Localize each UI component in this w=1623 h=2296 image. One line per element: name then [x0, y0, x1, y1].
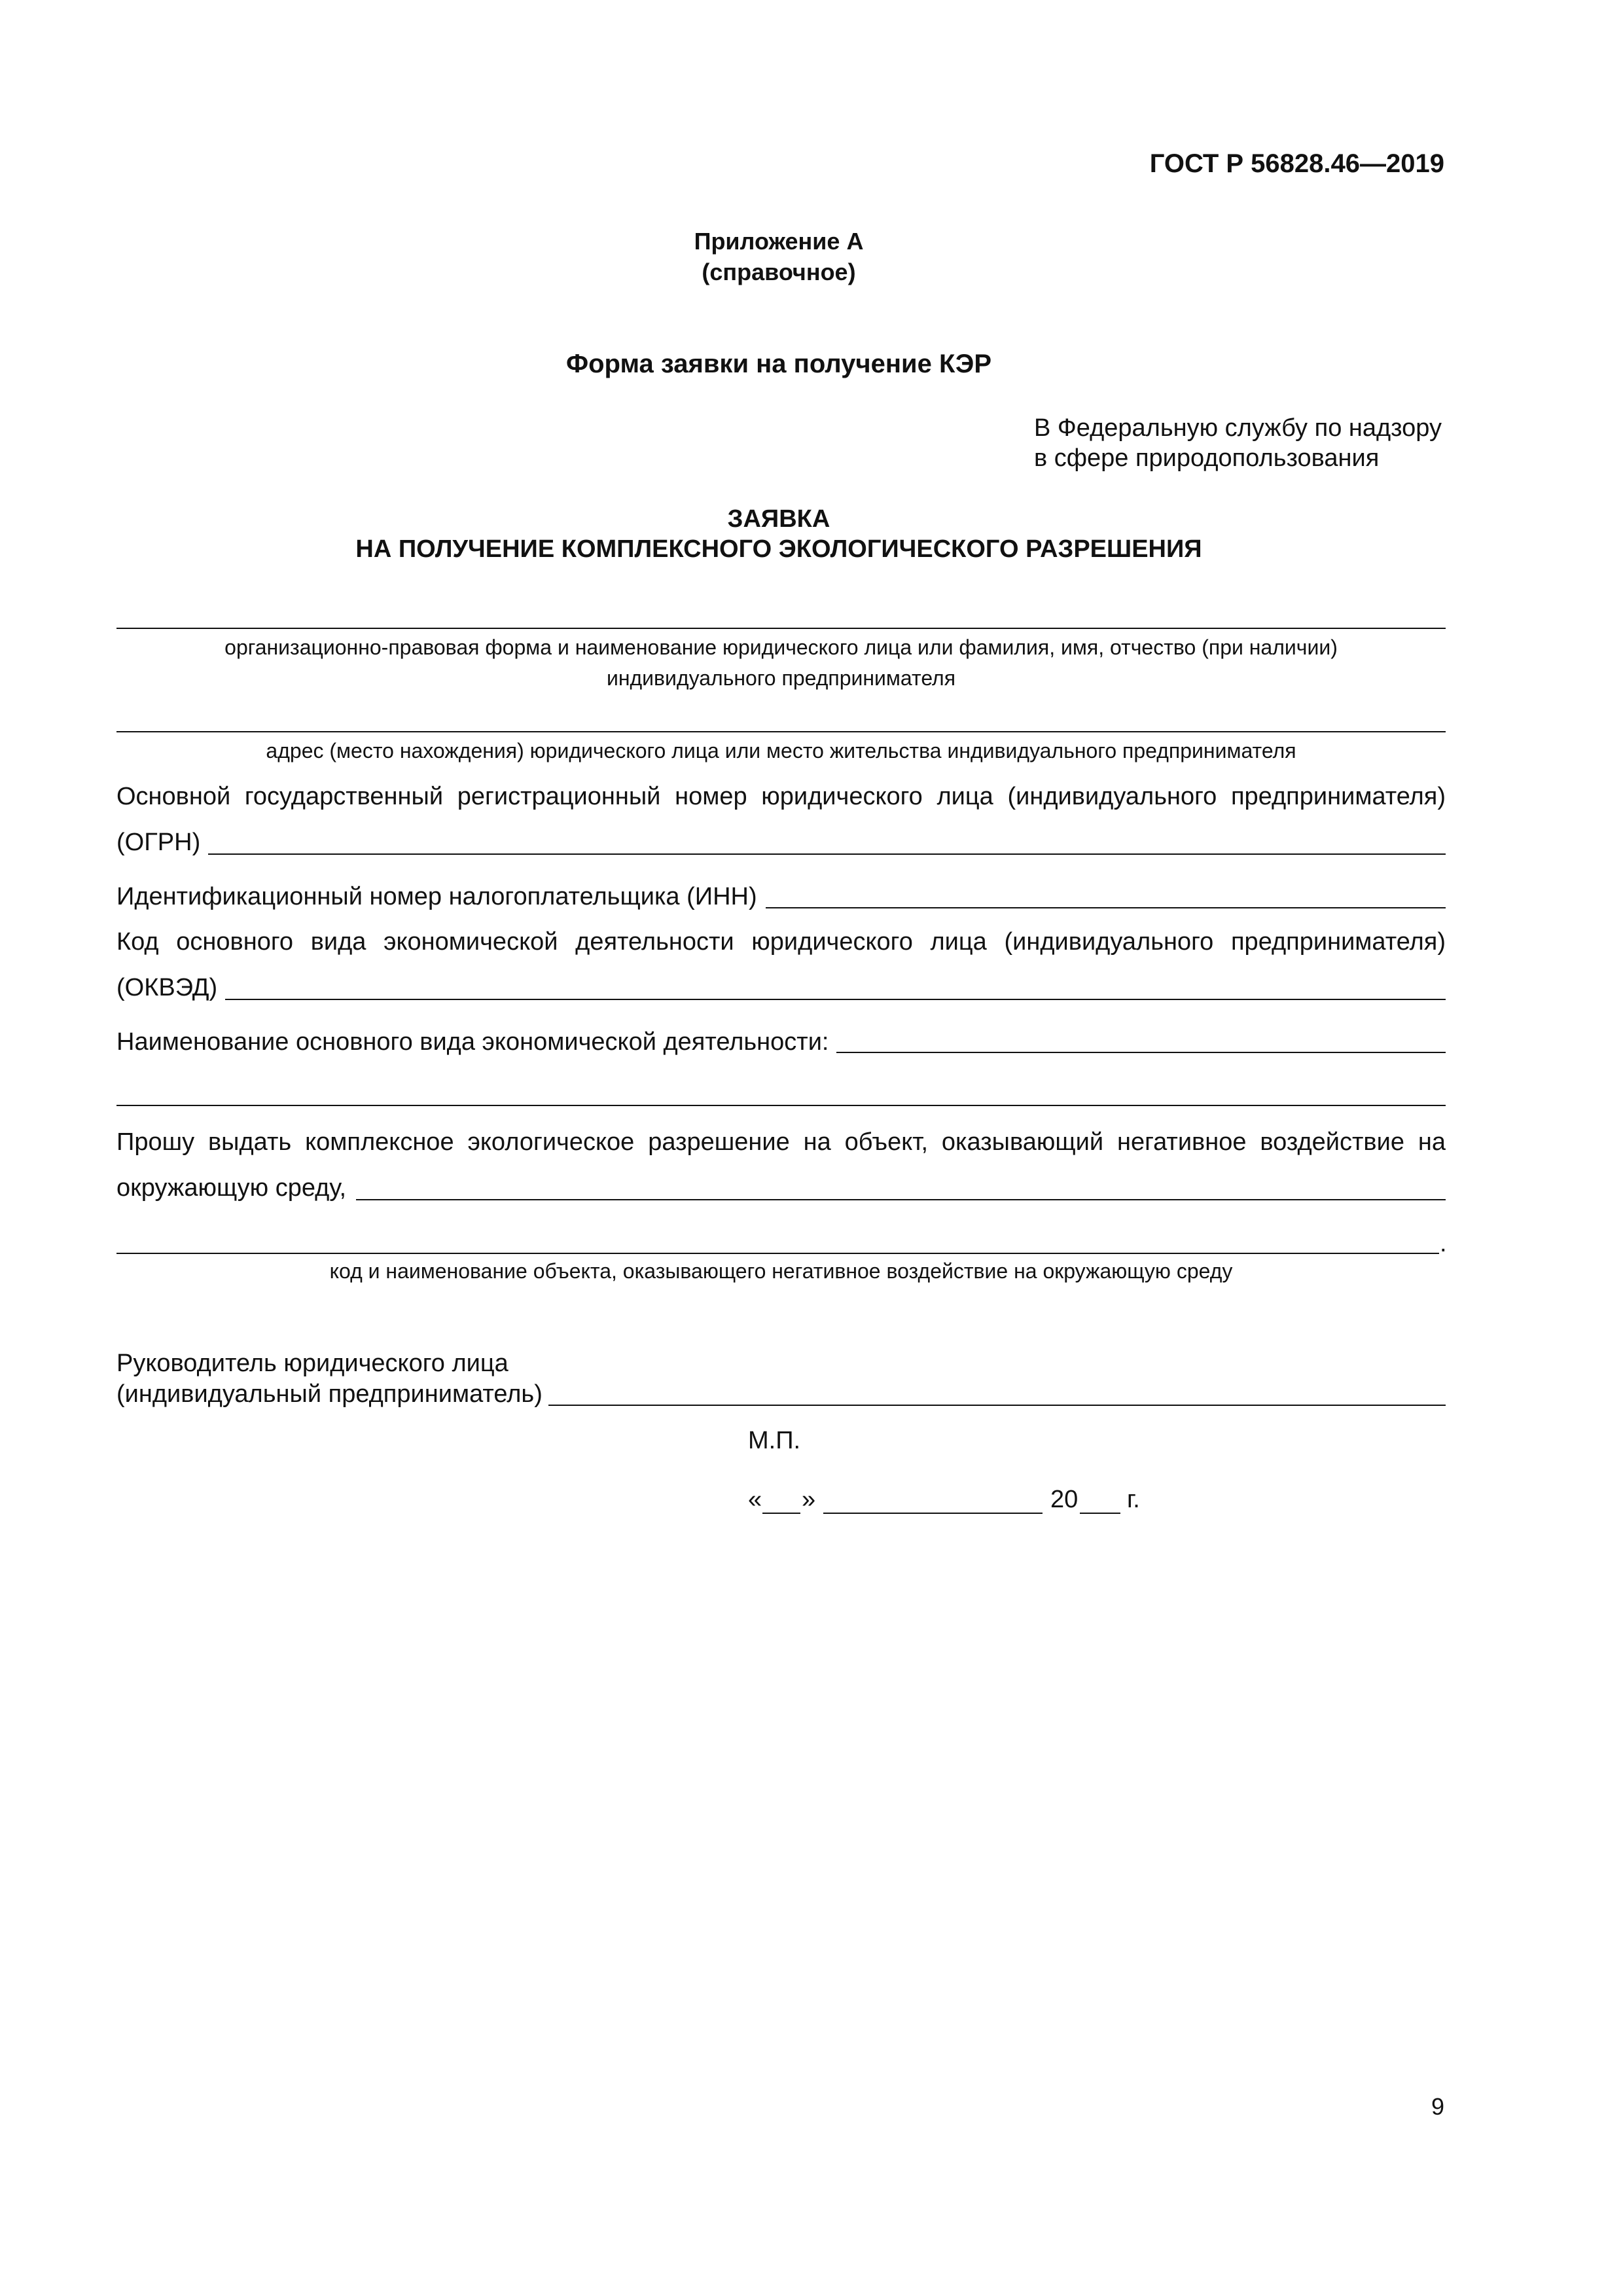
- address-field-line[interactable]: [116, 731, 1446, 732]
- object-line-end: .: [1440, 1230, 1447, 1257]
- date-open-quote: «: [748, 1486, 762, 1513]
- object-input-line[interactable]: [356, 1199, 1446, 1200]
- org-name-field-line[interactable]: [116, 628, 1446, 629]
- date-day-line[interactable]: [762, 1513, 800, 1514]
- appendix-title: Приложение А: [694, 228, 864, 255]
- standard-code: ГОСТ Р 56828.46—2019: [1149, 149, 1444, 178]
- addressee-line-2: в сфере природопользования: [1034, 444, 1380, 472]
- request-continuation: окружающую среду,: [116, 1174, 347, 1202]
- activity-input-line-2[interactable]: [116, 1105, 1446, 1106]
- date-year-suffix: г.: [1127, 1486, 1140, 1513]
- inn-input-line[interactable]: [766, 907, 1446, 908]
- org-name-caption-line-2: индивидуального предпринимателя: [606, 666, 956, 690]
- date-close-quote: »: [802, 1486, 816, 1513]
- application-subtitle: НА ПОЛУЧЕНИЕ КОМПЛЕКСНОГО ЭКОЛОГИЧЕСКОГО РАЗРЕШЕНИЯ: [355, 535, 1202, 563]
- object-caption: код и наименование объекта, оказывающего негативное воздействие на окружающую среду: [329, 1259, 1233, 1283]
- head-label-line-2: (индивидуальный предприниматель): [116, 1380, 543, 1408]
- addressee-line-1: В Федеральную службу по надзору: [1034, 414, 1442, 442]
- inn-label: Идентификационный номер налогоплательщика (ИНН): [116, 883, 757, 910]
- okved-description: Код основного вида экономической деятельности юридического лица (индивидуального предпринимателя): [116, 928, 1446, 956]
- form-title: Форма заявки на получение КЭР: [565, 350, 992, 378]
- org-name-caption-line-1: организационно-правовая форма и наименование юридического лица или фамилия, имя, отчество (при наличии): [224, 636, 1338, 659]
- okved-label: (ОКВЭД): [116, 974, 218, 1001]
- date-year-prefix: 20: [1050, 1486, 1079, 1513]
- ogrn-input-line[interactable]: [208, 853, 1446, 855]
- head-label-line-1: Руководитель юридического лица: [116, 1350, 508, 1377]
- page-number: 9: [1431, 2093, 1444, 2120]
- activity-input-line[interactable]: [836, 1052, 1446, 1053]
- stamp-label: М.П.: [748, 1427, 801, 1454]
- okved-input-line[interactable]: [225, 999, 1446, 1000]
- application-title: ЗАЯВКА: [727, 505, 830, 533]
- date-year-line[interactable]: [1080, 1513, 1120, 1514]
- head-signature-line[interactable]: [548, 1405, 1446, 1406]
- ogrn-label: (ОГРН): [116, 829, 201, 856]
- appendix-type: (справочное): [702, 259, 856, 285]
- ogrn-description: Основной государственный регистрационный номер юридического лица (индивидуального предпринимателя): [116, 783, 1446, 810]
- object-input-line-2[interactable]: [116, 1253, 1439, 1254]
- request-text: Прошу выдать комплексное экологическое разрешение на объект, оказывающий негативное воздействие на: [116, 1128, 1446, 1156]
- org-name-caption: [116, 632, 1446, 694]
- activity-label: Наименование основного вида экономической деятельности:: [116, 1028, 829, 1056]
- address-caption: адрес (место нахождения) юридического лица или место жительства индивидуального предпринимателя: [266, 739, 1296, 762]
- date-month-line[interactable]: [823, 1513, 1043, 1514]
